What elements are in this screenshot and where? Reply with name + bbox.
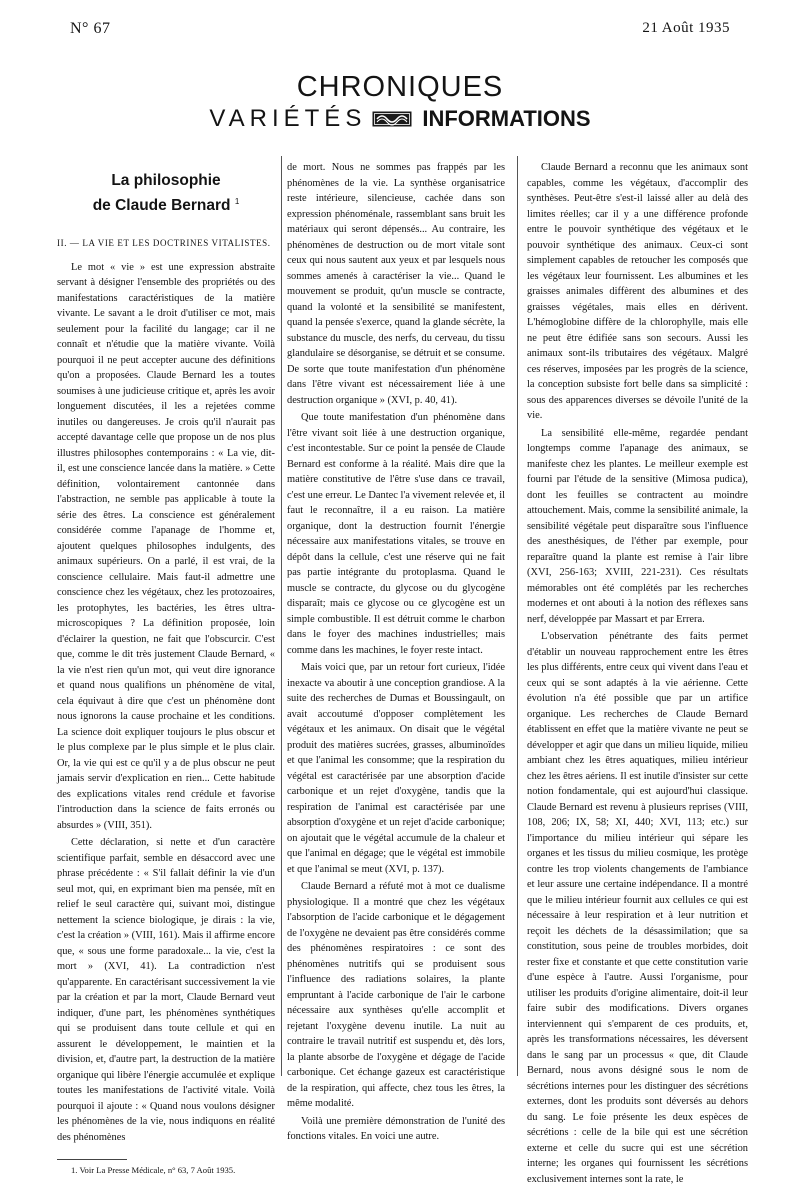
article-title: [57, 170, 275, 216]
masthead-title: CHRONIQUES: [296, 71, 504, 103]
issue-date: 21 Août 1935: [642, 20, 730, 36]
ornament-icon: [372, 111, 412, 127]
issue-number: N° 67: [70, 20, 111, 37]
footnote-rule: [57, 1159, 127, 1160]
masthead-varietes: VARIÉTÉS: [209, 105, 367, 132]
paragraph: Voilà une première démonstration de l'unité des fonctions vitales. En voici une autre.: [287, 1115, 505, 1142]
article-title-line2: de Claude Bernard: [92, 197, 231, 215]
paragraph: de mort. Nous ne sommes pas frappés par les phénomènes de la vie. La synthèse organisatrice reste intérieure, silencieuse, cachée dans son expression phénoménale, rassemblant sans bruit les matériaux qui seront dépensés... Au contraire, les phénomènes de destruction ou de mort vitale sont ceux qui nous sautent aux yeux et par lesquels nous sommes amenés à caractériser la vie... Quand le mouvement se produit, qu'un muscle se contracte, quand la volonté et la sensibilité se manifestent, quand la pensée s'exerce, quand la glande sécrète, la substance du muscle, des nerfs, du cerveau, du tissu glandulaire se désorganise, se détruit et se consume. De sorte que toute manifestation d'un phénomène dans l'être vivant est nécessairement liée à une destruction organique » (XVI, p. 40, 41).: [287, 162, 505, 406]
footnote: 1. Voir La Presse Médicale, n° 63, 7 Août 1935.: [71, 1165, 236, 1176]
column-2: [287, 160, 505, 1147]
column-1: [57, 160, 275, 1176]
paragraph: Le mot « vie » est une expression abstraite servant à désigner l'ensemble des propriétés ou des manifestations caractéristiques de la matière vivante. Le savant a le droit d'utiliser ce mot, mais seulement pour la facilité du langage; car il ne connaît et n'étudie que la matière vivante. Voilà pourquoi il ne peut accepter aucune des définitions qu'on a proposées. Claude Bernard les a toutes soumises à une judicieuse critique et, après les avoir longuement discutées, il les a rejetées comme inutiles ou dangereuses. Je crois qu'il n'aurait pas accepté davantage celle que propose un de nos plus illustres philosophes contemporains : « La vie, dit-il, est une conscience lancée dans la matière. » Cette définition, volontairement cantonnée dans l'abstraction, ne semble pas applicable à toute la série des êtres. La conscience est généralement considérée comme l'apanage de l'homme et, ajoutent quelques philosophes indulgents, des animaux supérieurs. On a parlé, il est vrai, de la conscience cellulaire. Mais faut-il admettre une conscience chez les végétaux, chez les protozoaires, les protophytes, les bactéries, les êtres ultra-microscopiques ? La définition proposée, loin d'éclairer la question, ne fait que l'obscurcir. C'est que, comme le dit très justement Claude Bernard, « la vie n'est rien qu'un mot, qui veut dire ignorance et quand nous qualifions un phénomène de vital, cela équivaut à dire que c'est un phénomène dont nous ignorons la cause prochaine et les conditions. La science doit expliquer toujours le plus obscur et le plus complexe par le plus simple et le plus clair. Or, la vie qui est ce qu'il y a de plus obscur ne peut jamais servir d'explication en rien... Cette habitude des explications vitales rend crédule et favorise l'introduction dans la science de faits erronés ou absurdes » (VIII, 351).: [57, 261, 275, 831]
paragraph: Cette déclaration, si nette et d'un caractère scientifique parfait, semble en désaccord avec une phrase précédente : « S'il fallait définir la vie d'un seul mot, qui, en exprimant bien ma pensée, mît en relief le seul caractère qui, suivant moi, distingue nettement la science biologique, je dirais : la vie, c'est la création » (VIII, 161). Mais il affirme encore que, « sous une forme paradoxale... la vie, c'est la mort » (XVI, 41). La contradiction n'est qu'apparente. En caractérisant successivement la vie par la création et par la mort, Claude Bernard veut indiquer, d'une part, les phénomènes synthétiques qui se produisent dans toute cellule et qui en assurent le développement, le maintien et la division, et, d'autre part, la destruction de la matière organique qui libère l'énergie accumulée et explique toutes les manifestations de l'activité vitale. Voilà pourquoi il ajoute : « Quand nous voulons désigner les phénomènes de la vie, nous indiquons en réalité des phénomènes: [57, 837, 275, 1143]
paragraph: Que toute manifestation d'un phénomène dans l'être vivant soit liée à une destruction organique, c'est incontestable. Sur ce point la pensée de Claude Bernard est conforme à la réalité. Mais dire que la matière constitutive de l'être s'use dans ce travail, c'est une erreur. Le Dantec l'a vivement relevée et, il faut le reconnaître, il a eu raison. La matière organique, dont la destruction fournit l'énergie nécessaire aux manifestations vitales, se trouve en dépôt dans la cellule, c'est une réserve qui ne fait pas partie intégrante du protoplasma. Quand le muscle se contracte, du glycose ou du glycogène disparaît; mais ce glycose ou ce glycogène est un simple combustible. Il est détruit comme le charbon dans le foyer des machines industrielles; mais comme dans les machines, le foyer reste intact.: [287, 412, 505, 656]
column-3: [527, 160, 748, 1189]
paragraph: Mais voici que, par un retour fort curieux, l'idée inexacte va aboutir à une conception grandiose. A la suite des recherches de Dumas et Boussingault, on avait accoutumé d'opposer complètement les végétaux et les animaux. On disait que le végétal produit des matières sucrées, grasses, albuminoïdes et que l'animal les consomme; que la respiration du végétal est caractérisée par une absorption d'acide carbonique et un rejet d'oxygène, tandis que la respiration de l'animal est caractérisée par une absorption d'oxygène et un rejet d'acide carbonique; on ajoutait que le végétal accumule de la chaleur et que l'animal en dégage; que le végétal est immobile et que l'animal se meut (XVI, p. 137).: [287, 662, 505, 875]
paragraph: L'observation pénétrante des faits permet d'établir un nouveau rapprochement entre les êtres les plus différents, entre ceux qui vivent dans l'eau et ceux qui se sont adaptés à la vie aérienne. Cette évolution n'a été possible que par un artifice organique. Les recherches de Claude Bernard établissent en effet que la matière vivante ne peut se développer et agir que dans un milieu liquide, milieu ambiant chez les êtres aquatiques, milieu intérieur chez les êtres aériens. Il est inutile d'insister sur cette notion fondamentale, qui est aujourd'hui classique. Claude Bernard est revenu à plusieurs reprises (VIII, 108, 206; IX, 58; XI, 440; XVI, 113; etc.) sur l'importance du milieu intérieur qui sépare les organes et les tissus du milieu cosmique, les protège contre les trop violents changements de l'ambiance et leur assure une certaine indépendance. Il a montré que le milieu intérieur fournit aux cellules ce qui est nécessaire à leur respiration et à leur nutrition et reçoit les déchets de la désassimilation; que sa constitution, sous peine de troubles morbides, doit rester fixe et constante et que cette constitution varie d'une espèce à l'autre. Aussi l'organisme, pour utiliser les produits d'origine alimentaire, doit-il leur faire subir des modifications. Divers organes interviennent qui s'emparent de ces produits, et, après les transformations nécessaires, les déversent dans le sang par un processus « que, dit Claude Bernard, nous avons désigné sous le nom de sécrétions internes pour les distinguer des sécrétions externes, dont les produits sont déversés au dehors du sang. Le foie présente les deux espèces de sécrétions : celle de la bile qui est une sécrétion externe et celle du sucre qui est une sécrétion interne; les organes qui fournissent les sécrétions exclusivement internes sont la rate, le: [527, 631, 748, 1185]
paragraph: Claude Bernard a reconnu que les animaux sont capables, comme les végétaux, d'accomplir des synthèses. Peut-être s'est-il laissé aller au delà des limites réelles; car il y a une différence profonde entre le pouvoir synthétique des végétaux et le pouvoir synthétique des animaux. Ceux-ci sont simplement capables de retoucher les composés que les végétaux leur fournissent. Les albumines et les graisses animales diffèrent des albumines et des graisses végétales, mais elles en dérivent. L'hémoglobine diffère de la chlorophylle, mais elle ne peut être édifiée sans son secours. Aussi les animaux sont-ils tributaires des végétaux. Malgré ces réserves, imposées par les progrès de la science, la conception subsiste fort belle dans sa simplicité : sous des apparences diverses se dévoile l'unité de la vie.: [527, 162, 748, 421]
column-rule-2: [517, 156, 518, 1076]
masthead-informations: INFORMATIONS: [422, 106, 591, 131]
running-head: [70, 20, 730, 42]
section-heading: II. — LA VIE ET LES DOCTRINES VITALISTES.: [57, 238, 271, 249]
paragraph: Claude Bernard a réfuté mot à mot ce dualisme physiologique. Il a montré que chez les végétaux l'absorption de l'acide carbonique et le dégagement de l'oxygène ne devaient pas être considérés comme des phénomènes respiratoires : ce sont des phénomènes nutritifs qui se produisent sous l'influence des radiations solaires, la plante empruntant à l'acide carbonique de l'air le carbone nécessaire aux synthèses qu'elle accomplit et rejetant l'oxygène devenu inutile. La nuit au contraire le travail nutritif est suspendu et, dès lors, la plante absorbe de l'oxygène et dégage de l'acide carbonique. Cet échange gazeux est caractéristique de la respiration, qui affecte, chez tous les êtres, la même modalité.: [287, 881, 505, 1109]
title-footnote-marker: 1: [234, 197, 240, 206]
paragraph: La sensibilité elle-même, regardée pendant longtemps comme l'apanage des animaux, se manifeste chez les plantes. Le meilleur exemple est fourni par l'étude de la sensitive (Mimosa pudica), dont les feuilles se contractent au moindre attouchement. Mais, comme la sensibilité animale, la sensibilité végétale peut disparaître sous l'influence des anesthésiques, de l'éther par exemple, pour reparaître quand la plante est remise à l'air libre (XVI, 256-163; XVIII, 221-231). Ces résultats mémorables ont été complétés par les recherches modernes et ont abouti à la notion des réflexes sans nerf, développée par Massart et par Errera.: [527, 427, 748, 625]
article-title-line1: La philosophie: [111, 172, 221, 189]
masthead: [0, 72, 800, 132]
masthead-subtitle: [0, 106, 800, 132]
column-rule-1: [281, 156, 282, 1076]
